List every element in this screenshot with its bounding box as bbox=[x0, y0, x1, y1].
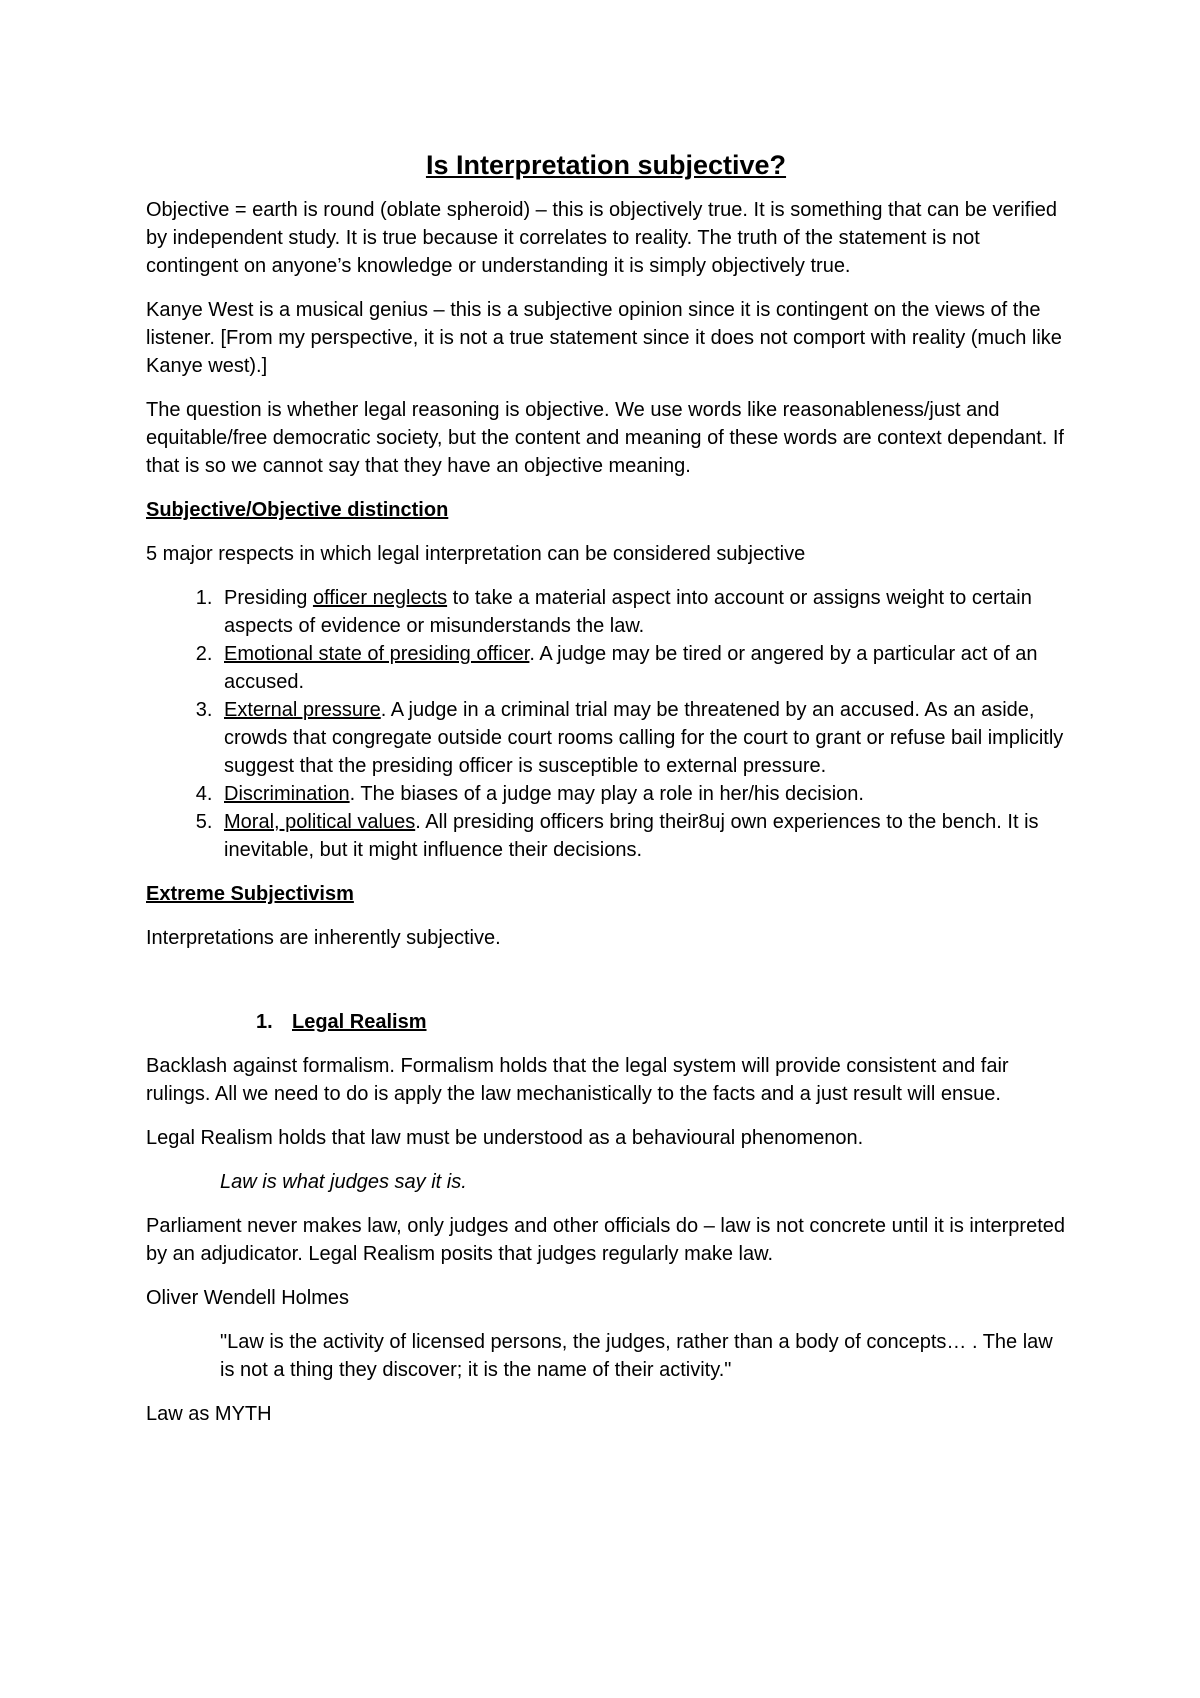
list-item-text: Presiding bbox=[224, 587, 313, 609]
heading-extreme-subjectivism: Extreme Subjectivism bbox=[146, 883, 354, 905]
respects-list bbox=[146, 584, 1066, 864]
list-item-text: . A judge in a criminal trial may be threatened by an accused. As an aside, crowds that congregate outside court rooms calling for the court to grant or refuse bail implicitly suggest that the presiding officer is susceptible to external pressure. bbox=[224, 699, 1064, 777]
list-item bbox=[218, 640, 1066, 696]
list-item-text: . The biases of a judge may play a role in her/his decision. bbox=[349, 783, 864, 805]
document-page bbox=[146, 140, 1066, 1444]
list-item-underlined: Emotional state of presiding officer bbox=[224, 643, 530, 665]
list-item-underlined: External pressure bbox=[224, 699, 381, 721]
list-item-text: . All presiding officers bring their8uj own experiences to the bench. It is inevitable, but it might influence their decisions. bbox=[224, 811, 1039, 861]
heading-subjective-objective: Subjective/Objective distinction bbox=[146, 499, 449, 521]
section-number: 1. bbox=[256, 1011, 273, 1033]
list-item-text: . A judge may be tired or angered by a particular act of an accused. bbox=[224, 643, 1038, 693]
paragraph-kanye: Kanye West is a musical genius – this is a subjective opinion since it is contingent on the views of the listener. [From my perspective, it is not a true statement since it does not comport with reality (much like Kanye west).] bbox=[146, 299, 1062, 377]
paragraph-list-intro: 5 major respects in which legal interpretation can be considered subjective bbox=[146, 543, 806, 565]
list-item bbox=[218, 808, 1066, 864]
list-item-underlined: Discrimination bbox=[224, 783, 350, 805]
list-item bbox=[218, 696, 1066, 780]
paragraph-inherently-subjective: Interpretations are inherently subjective. bbox=[146, 927, 501, 949]
section-title: Legal Realism bbox=[292, 1011, 427, 1033]
paragraph-objective: Objective = earth is round (oblate spheroid) – this is objectively true. It is something that can be verified by independent study. It is true because it correlates to reality. The truth of the statement is not contingent on anyone’s knowledge or understanding it is simply objectively true. bbox=[146, 199, 1058, 277]
italic-quote-line: Law is what judges say it is. bbox=[220, 1171, 467, 1193]
document-title: Is Interpretation subjective? bbox=[425, 150, 787, 180]
paragraph-law-as-myth: Law as MYTH bbox=[146, 1403, 272, 1425]
list-item-underlined: Moral, political values bbox=[224, 811, 416, 833]
paragraph-legal-reasoning: The question is whether legal reasoning is objective. We use words like reasonableness/just and equitable/free democratic society, but the content and meaning of these words are context dependant. If that is so we cannot say that they have an objective meaning. bbox=[146, 399, 1064, 477]
section-heading-legal-realism bbox=[256, 1008, 1066, 1036]
paragraph-behavioural: Legal Realism holds that law must be understood as a behavioural phenomenon. bbox=[146, 1127, 864, 1149]
list-item bbox=[218, 780, 1066, 808]
paragraph-parliament: Parliament never makes law, only judges and other officials do – law is not concrete until it is interpreted by an adjudicator. Legal Realism posits that judges regularly make law. bbox=[146, 1215, 1066, 1265]
list-item-underlined: officer neglects bbox=[312, 587, 448, 609]
list-item bbox=[218, 584, 1066, 640]
paragraph-formalism: Backlash against formalism. Formalism holds that the legal system will provide consistent and fair rulings. All we need to do is apply the law mechanistically to the facts and a just result will ensue. bbox=[146, 1055, 1009, 1105]
list-item-text: to take a material aspect into account or assigns weight to certain aspects of evidence or misunderstands the law. bbox=[224, 587, 1032, 637]
holmes-quote: "Law is the activity of licensed persons, the judges, rather than a body of concepts… . The law is not a thing they discover; it is the name of their activity." bbox=[220, 1331, 1053, 1381]
paragraph-holmes: Oliver Wendell Holmes bbox=[146, 1287, 350, 1309]
